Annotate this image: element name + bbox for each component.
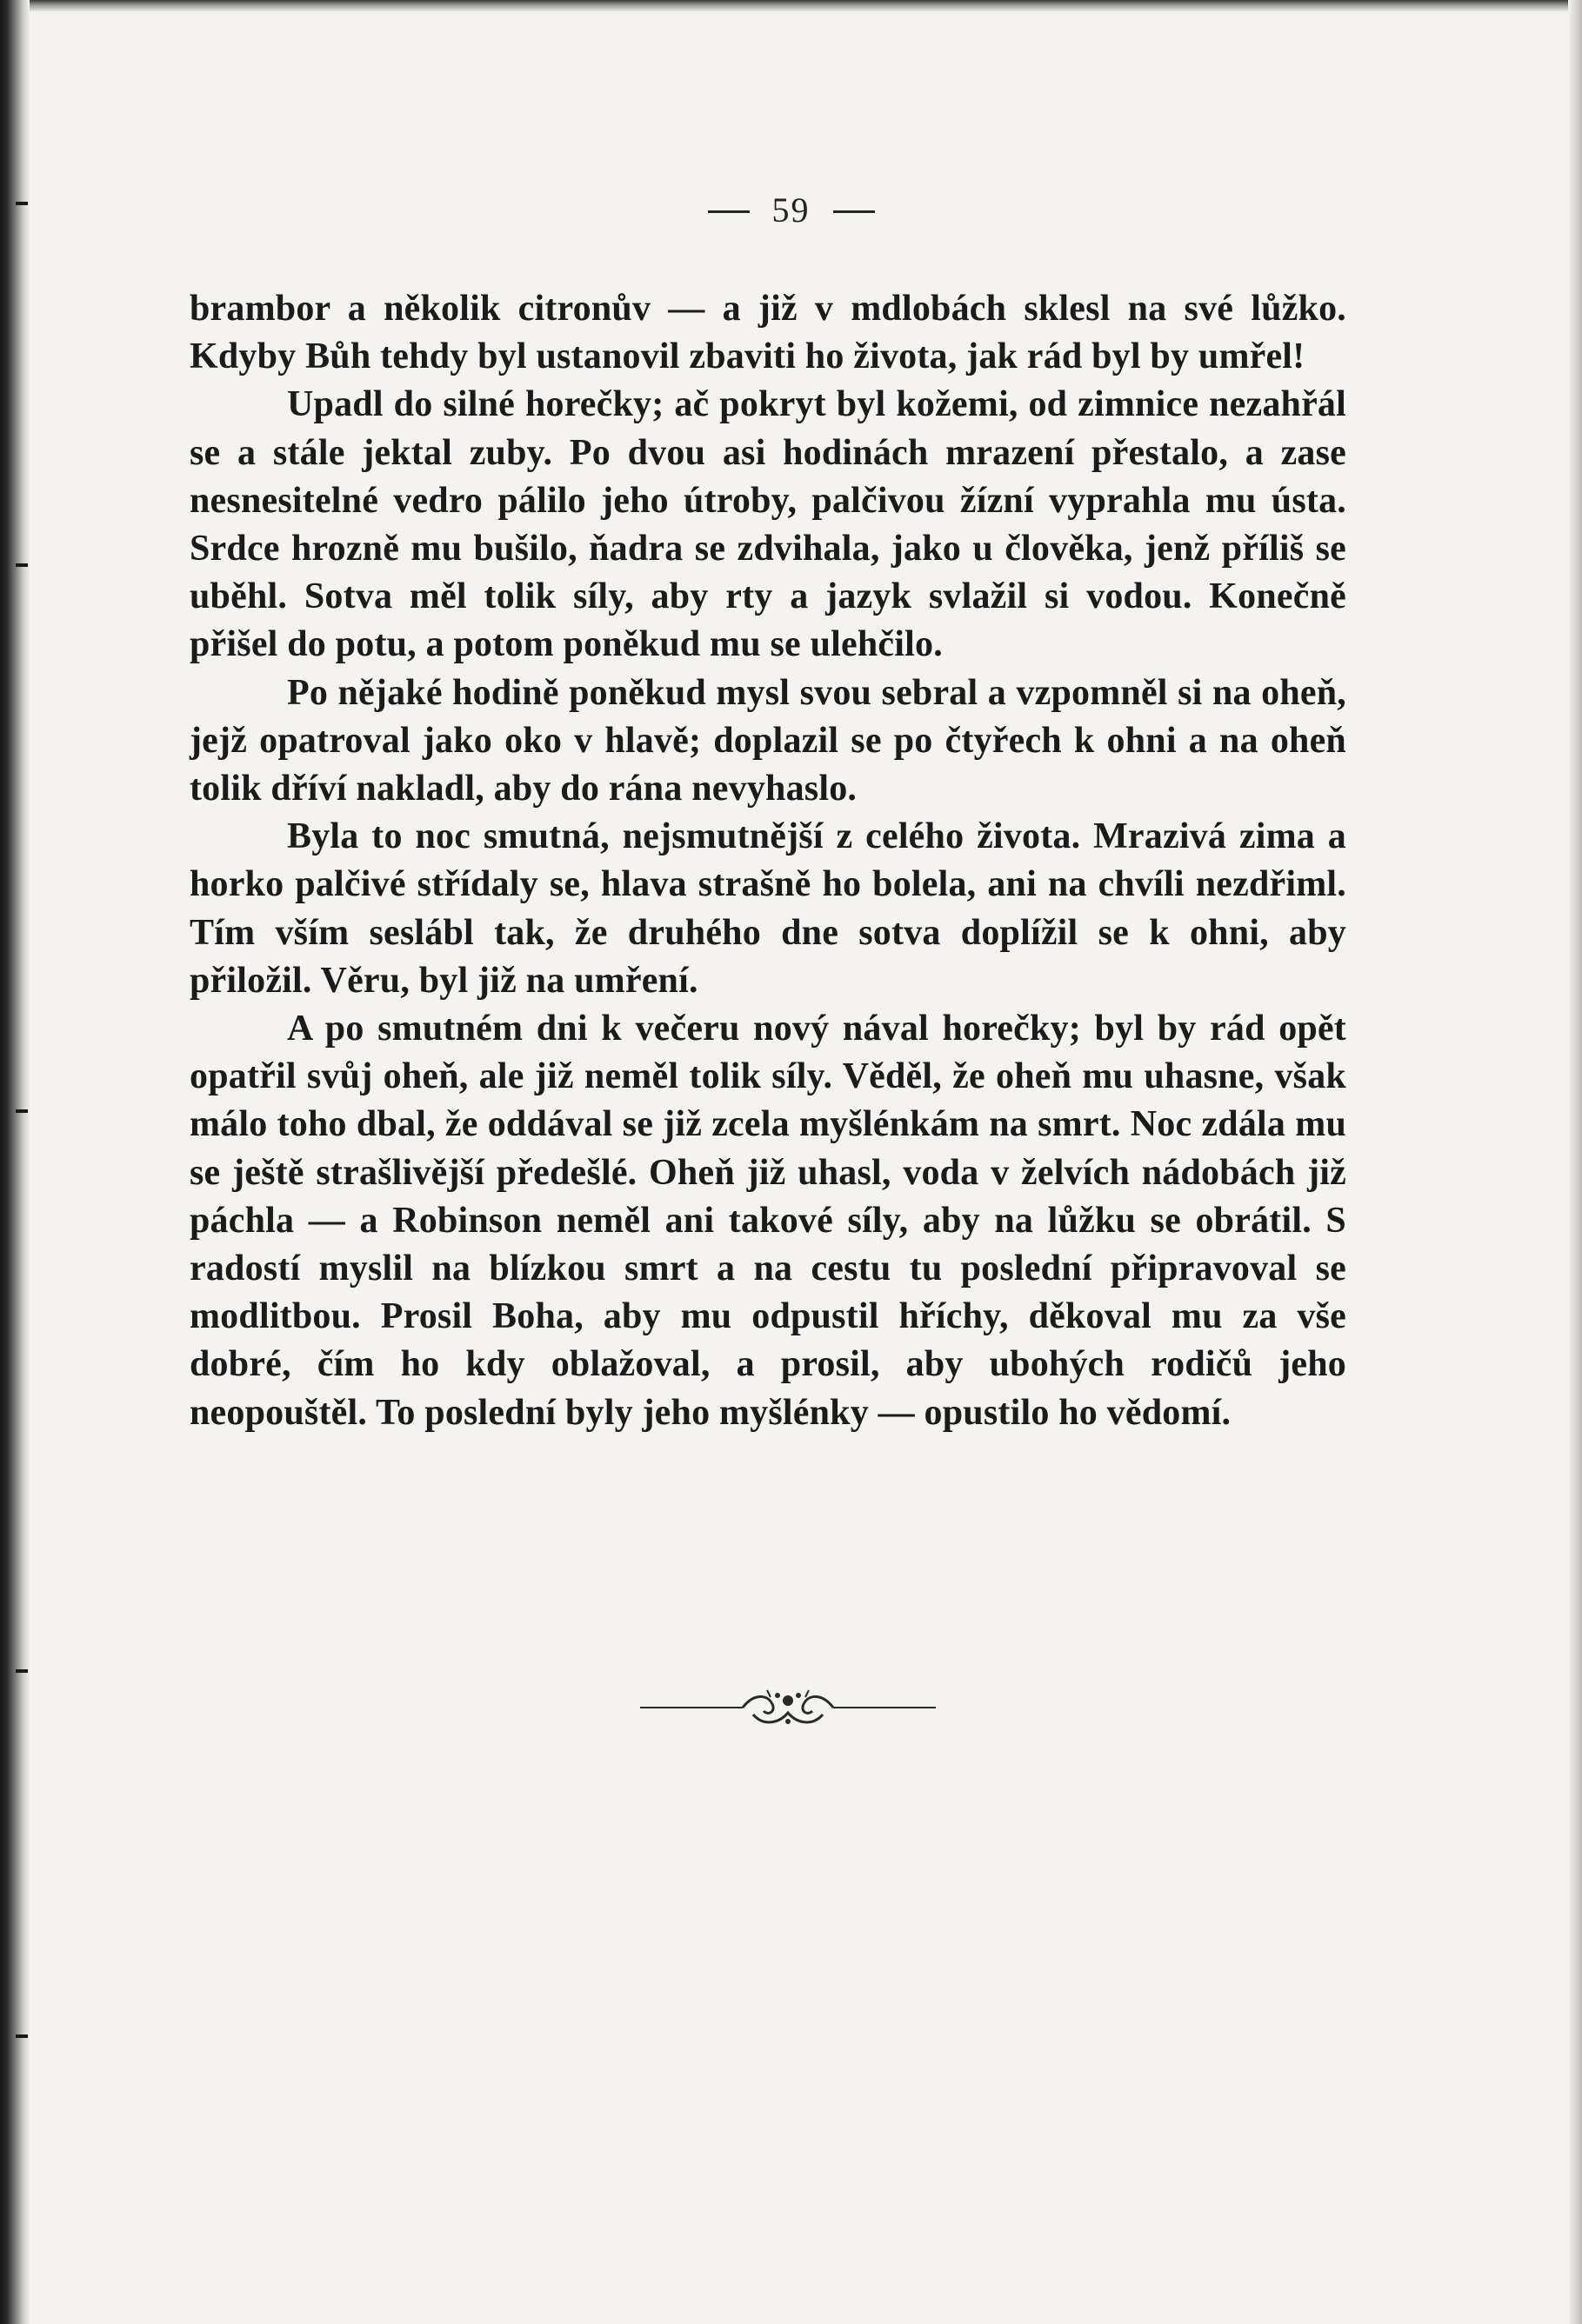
page-number-dash-right <box>833 210 875 213</box>
binding-mark <box>16 563 28 567</box>
scan-right-edge <box>1568 0 1582 2324</box>
binding-edge <box>0 0 30 2324</box>
decorative-flourish-icon <box>640 1680 936 1735</box>
paragraph-1: brambor a několik citronův — a již v mdlobách sklesl na své lůžko. Kdyby Bůh tehdy byl ustanovil zbaviti ho života, jak rád byl by umřel! <box>190 289 1346 377</box>
binding-mark <box>16 2034 28 2038</box>
binding-mark <box>16 1669 28 1673</box>
body-text <box>190 285 1346 1437</box>
binding-mark <box>16 1109 28 1113</box>
page-number-value: 59 <box>771 190 811 230</box>
page-number <box>0 190 1582 230</box>
scan-top-edge <box>0 0 1582 12</box>
paragraph-2: Upadl do silné horečky; ač pokryt byl kožemi, od zimnice nezahřál se a stále jektal zuby. Po dvou asi hodinách mrazení přestalo, a zase nesnesitelné vedro pálilo jeho útroby, palčivou žízní vyprahla mu ústa. Srdce hrozně mu bušilo, ňadra se zdvihala, jako u člověka, jenž příliš se uběhl. Sotva měl tolik síly, aby rty a jazyk svlažil si vodou. Konečně přišel do potu, a potom poněkud mu se ulehčilo. <box>190 384 1346 665</box>
paragraph-5: A po smutném dni k večeru nový nával horečky; byl by rád opět opatřil svůj oheň, ale již neměl tolik síly. Věděl, že oheň mu uhasne, však málo toho dbal, že oddával se již zcela myšlénkám na smrt. Noc zdála mu se ještě strašlivější předešlé. Oheň již uhasl, voda v želvích nádobách již páchla — a Robinson neměl ani takové síly, aby na lůžku se obrátil. S radostí myslil na blízkou smrt a na cestu tu poslední připravoval se modlitbou. Prosil Boha, aby mu odpustil hříchy, děkoval mu za vše dobré, čím ho kdy oblažoval, a prosil, aby ubohých rodičů jeho neopouštěl. To poslední byly jeho myšlénky — opustilo ho vědomí. <box>190 1009 1346 1433</box>
paragraph-4: Byla to noc smutná, nejsmutnější z celého života. Mrazivá zima a horko palčivé střídaly se, hlava strašně ho bolela, ani na chvíli nezdřiml. Tím vším seslábl tak, že druhého dne sotva doplížil se k ohni, aby přiložil. Věru, byl již na umření. <box>190 816 1346 1001</box>
page-number-dash-left <box>708 210 750 213</box>
paragraph-3: Po nějaké hodině poněkud mysl svou sebral a vzpomněl si na oheň, jejž opatroval jako oko v hlavě; doplazil se po čtyřech k ohni a na oheň tolik dříví nakladl, aby do rána nevyhaslo. <box>190 672 1346 809</box>
